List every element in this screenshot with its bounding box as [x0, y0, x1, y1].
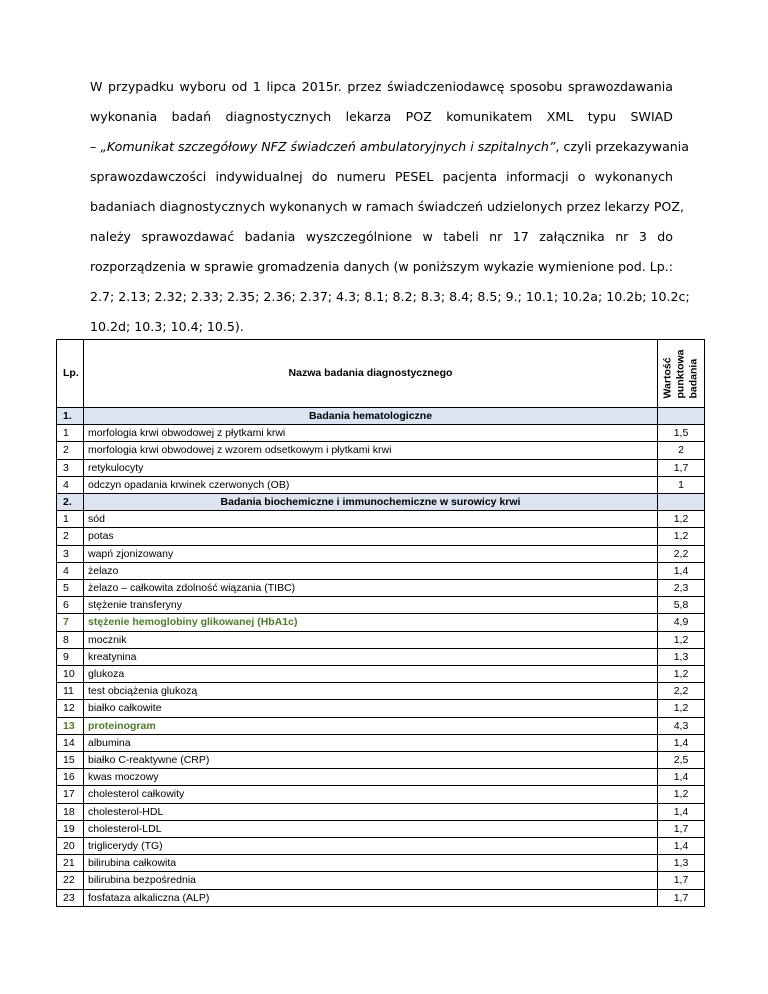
row-number: 1	[57, 425, 84, 442]
intro-line: badaniach diagnostycznych wykonanych w ramach świadczeń udzielonych przez lekarzy POZ,	[90, 199, 684, 214]
section-value-empty	[658, 408, 705, 425]
table-row	[57, 803, 705, 820]
diagnostic-tests-table	[56, 339, 705, 907]
row-number: 12	[57, 700, 84, 717]
row-point-value: 5,8	[658, 597, 705, 614]
row-test-name: wapń zjonizowany	[84, 545, 658, 562]
row-test-name: cholesterol-LDL	[84, 820, 658, 837]
table-row	[57, 597, 705, 614]
row-point-value: 1,3	[658, 855, 705, 872]
table-row	[57, 855, 705, 872]
row-test-name: odczyn opadania krwinek czerwonych (OB)	[84, 476, 658, 493]
table-row	[57, 648, 705, 665]
row-test-name: morfologia krwi obwodowej z płytkami krwi	[84, 425, 658, 442]
row-test-name: albumina	[84, 734, 658, 751]
table-row	[57, 425, 705, 442]
row-test-name: morfologia krwi obwodowej z wzorem odsetkowym i płytkami krwi	[84, 442, 658, 459]
table-row	[57, 511, 705, 528]
row-test-name: triglicerydy (TG)	[84, 838, 658, 855]
table-row	[57, 476, 705, 493]
row-number: 7	[57, 614, 84, 631]
row-point-value: 2	[658, 442, 705, 459]
header-lp: Lp.	[57, 340, 84, 408]
section-row	[57, 408, 705, 425]
table-row	[57, 786, 705, 803]
row-point-value: 1,7	[658, 872, 705, 889]
table-row	[57, 562, 705, 579]
row-point-value: 2,2	[658, 545, 705, 562]
row-test-name: bilirubina całkowita	[84, 855, 658, 872]
row-point-value: 2,2	[658, 683, 705, 700]
row-point-value: 1,2	[658, 786, 705, 803]
row-test-name: stężenie transferyny	[84, 597, 658, 614]
row-point-value: 1,7	[658, 459, 705, 476]
intro-line: 10.2d; 10.3; 10.4; 10.5).	[90, 319, 244, 334]
intro-line-prefix: –	[90, 139, 101, 154]
row-number: 20	[57, 838, 84, 855]
table-row	[57, 734, 705, 751]
row-point-value: 1,4	[658, 562, 705, 579]
intro-line: 2.7; 2.13; 2.32; 2.33; 2.35; 2.36; 2.37; 4.3; 8.1; 8.2; 8.3; 8.4; 8.5; 9.; 10.1; 10.2a; 10.2b; 10.2c;	[90, 289, 690, 304]
row-point-value: 1,4	[658, 734, 705, 751]
row-number: 21	[57, 855, 84, 872]
row-point-value: 4,3	[658, 717, 705, 734]
table-row	[57, 614, 705, 631]
row-test-name: białko C-reaktywne (CRP)	[84, 752, 658, 769]
row-test-name: cholesterol-HDL	[84, 803, 658, 820]
row-point-value: 2,5	[658, 752, 705, 769]
table-row	[57, 545, 705, 562]
row-number: 2	[57, 528, 84, 545]
header-value	[658, 340, 705, 408]
table-row	[57, 717, 705, 734]
row-number: 9	[57, 648, 84, 665]
table-row	[57, 459, 705, 476]
row-point-value: 1	[658, 476, 705, 493]
row-test-name: białko całkowite	[84, 700, 658, 717]
row-number: 2	[57, 442, 84, 459]
row-test-name: sód	[84, 511, 658, 528]
row-number: 10	[57, 666, 84, 683]
header-value-line1: Wartość	[661, 356, 674, 398]
table-row	[57, 769, 705, 786]
intro-line: W przypadku wyboru od 1 lipca 2015r. przez świadczeniodawcę sposobu sprawozdawania	[90, 79, 673, 94]
section-row	[57, 494, 705, 511]
section-value-empty	[658, 494, 705, 511]
row-test-name: proteinogram	[84, 717, 658, 734]
row-test-name: mocznik	[84, 631, 658, 648]
table-row	[57, 683, 705, 700]
table-row	[57, 700, 705, 717]
table-row	[57, 752, 705, 769]
row-point-value: 2,3	[658, 580, 705, 597]
table-row	[57, 872, 705, 889]
row-point-value: 1,3	[658, 648, 705, 665]
row-test-name: kwas moczowy	[84, 769, 658, 786]
row-test-name: test obciążenia glukozą	[84, 683, 658, 700]
row-point-value: 1,4	[658, 769, 705, 786]
row-number: 22	[57, 872, 84, 889]
section-number: 2.	[57, 494, 84, 511]
row-number: 14	[57, 734, 84, 751]
row-number: 11	[57, 683, 84, 700]
row-test-name: żelazo	[84, 562, 658, 579]
table-row	[57, 889, 705, 906]
table-row	[57, 838, 705, 855]
row-point-value: 1,5	[658, 425, 705, 442]
section-title: Badania biochemiczne i immunochemiczne w surowicy krwi	[84, 494, 658, 511]
row-test-name: fosfataza alkaliczna (ALP)	[84, 889, 658, 906]
table-row	[57, 631, 705, 648]
row-number: 4	[57, 476, 84, 493]
section-number: 1.	[57, 408, 84, 425]
row-number: 13	[57, 717, 84, 734]
table-header-row	[57, 340, 705, 408]
row-test-name: glukoza	[84, 666, 658, 683]
table-row	[57, 528, 705, 545]
row-test-name: potas	[84, 528, 658, 545]
row-number: 19	[57, 820, 84, 837]
row-point-value: 1,4	[658, 803, 705, 820]
row-point-value: 1,7	[658, 820, 705, 837]
intro-paragraph	[90, 72, 690, 342]
table-row	[57, 580, 705, 597]
table-row	[57, 820, 705, 837]
intro-line: rozporządzenia w sprawie gromadzenia danych (w poniższym wykazie wymienione pod. Lp.:	[90, 259, 673, 274]
row-number: 4	[57, 562, 84, 579]
row-number: 1	[57, 511, 84, 528]
intro-line: wykonania badań diagnostycznych lekarza POZ komunikatem XML typu SWIAD	[90, 109, 673, 124]
row-point-value: 1,2	[658, 631, 705, 648]
row-number: 3	[57, 545, 84, 562]
row-number: 8	[57, 631, 84, 648]
row-number: 3	[57, 459, 84, 476]
header-name: Nazwa badania diagnostycznego	[84, 340, 658, 408]
intro-line-suffix: , czyli przekazywania	[555, 139, 689, 154]
table-row	[57, 666, 705, 683]
row-point-value: 1,7	[658, 889, 705, 906]
section-title: Badania hematologiczne	[84, 408, 658, 425]
intro-line: należy sprawozdawać badania wyszczególnione w tabeli nr 17 załącznika nr 3 do	[90, 229, 673, 244]
row-test-name: żelazo – całkowita zdolność wiązania (TIBC)	[84, 580, 658, 597]
row-test-name: retykulocyty	[84, 459, 658, 476]
row-number: 15	[57, 752, 84, 769]
row-point-value: 1,2	[658, 700, 705, 717]
row-number: 23	[57, 889, 84, 906]
header-value-line3: badania	[687, 358, 700, 398]
row-point-value: 1,2	[658, 511, 705, 528]
row-number: 5	[57, 580, 84, 597]
row-number: 6	[57, 597, 84, 614]
intro-line: sprawozdawczości indywidualnej do numeru PESEL pacjenta informacji o wykonanych	[90, 169, 673, 184]
intro-line	[90, 132, 689, 162]
row-point-value: 1,4	[658, 838, 705, 855]
row-test-name: cholesterol całkowity	[84, 786, 658, 803]
row-number: 18	[57, 803, 84, 820]
row-point-value: 4,9	[658, 614, 705, 631]
row-point-value: 1,2	[658, 666, 705, 683]
row-number: 17	[57, 786, 84, 803]
header-value-line2: punktowa	[674, 349, 687, 398]
row-point-value: 1,2	[658, 528, 705, 545]
row-number: 16	[57, 769, 84, 786]
row-test-name: kreatynina	[84, 648, 658, 665]
row-test-name: stężenie hemoglobiny glikowanej (HbA1c)	[84, 614, 658, 631]
intro-line-italic: „Komunikat szczegółowy NFZ świadczeń ambulatoryjnych i szpitalnych”	[100, 139, 556, 154]
table-row	[57, 442, 705, 459]
row-test-name: bilirubina bezpośrednia	[84, 872, 658, 889]
